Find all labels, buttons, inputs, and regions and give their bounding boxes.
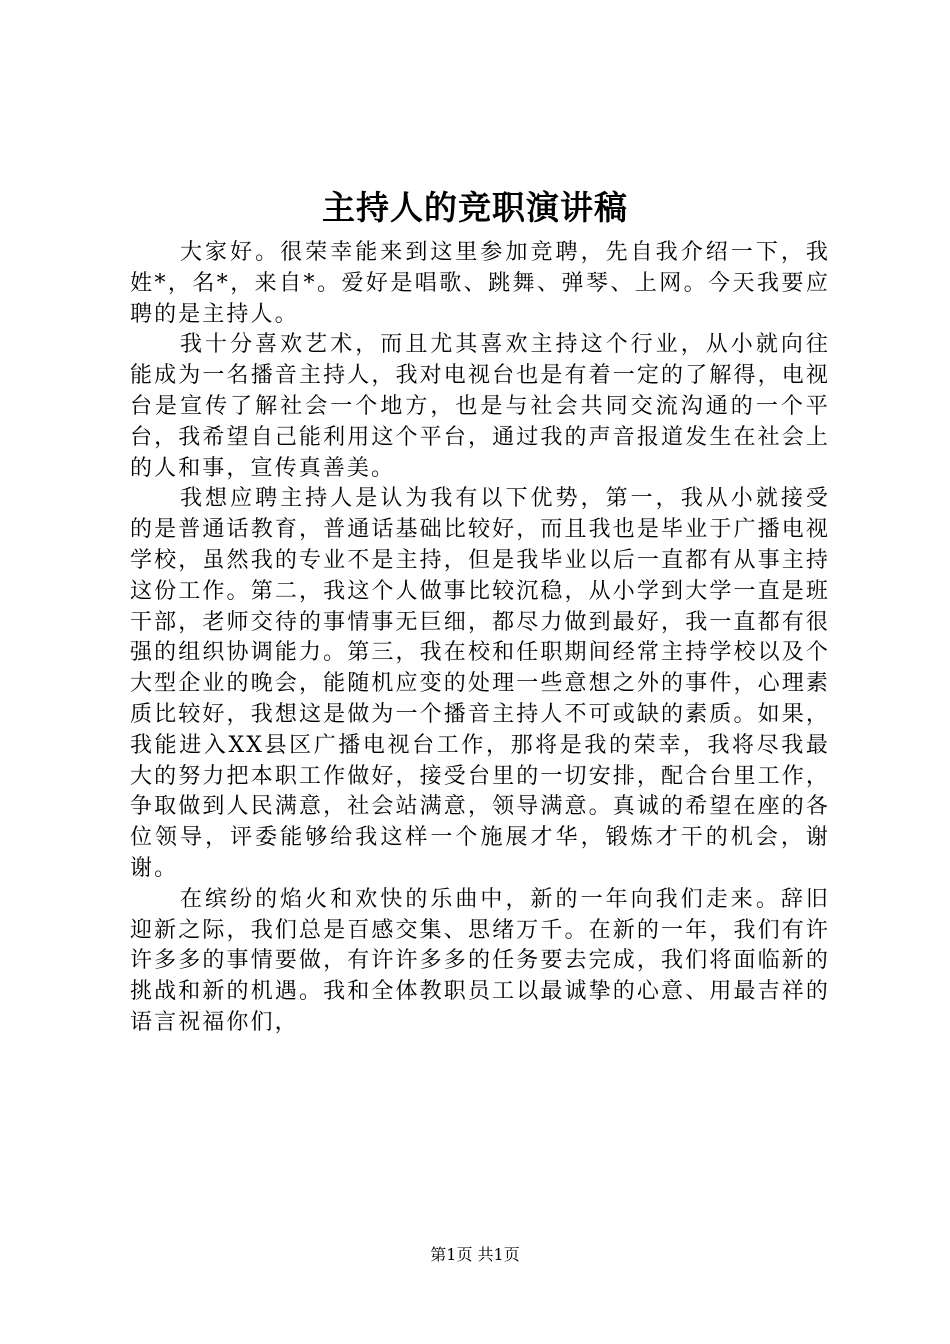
document-title: 主持人的竞职演讲稿 [322, 188, 628, 227]
document-body [130, 238, 830, 1039]
page-number-footer: 第1页 共1页 [430, 1245, 520, 1264]
paragraph-advantages: 我想应聘主持人是认为我有以下优势，第一，我从小就接受的是普通话教育，普通话基础比较好，而且我也是毕业于广播电视学校，虽然我的专业不是主持，但是我毕业以后一直都有从事主持这份工作。第二，我这个人做事比较沉稳，从小学到大学一直是班干部，老师交待的事情事无巨细，都尽力做到最好，我一直都有很强的组织协调能力。第三，我在校和任职期间经常主持学校以及个大型企业的晚会，能随机应变的处理一些意想之外的事件，心理素质比较好，我想这是做为一个播音主持人不可或缺的素质。如果，我能进入XX县区广播电视台工作，那将是我的荣幸，我将尽我最大的努力把本职工作做好，接受台里的一切安排，配合台里工作，争取做到人民满意，社会站满意，领导满意。真诚的希望在座的各位领导，评委能够给我这样一个施展才华，锻炼才干的机会，谢谢。 [130, 486, 830, 881]
paragraph-intro: 大家好。很荣幸能来到这里参加竞聘，先自我介绍一下，我姓*，名*，来自*。爱好是唱歌、跳舞、弹琴、上网。今天我要应聘的是主持人。 [130, 240, 830, 327]
paragraph-interest: 我十分喜欢艺术，而且尤其喜欢主持这个行业，从小就向往能成为一名播音主持人，我对电视台也是有着一定的了解得，电视台是宣传了解社会一个地方，也是与社会共同交流沟通的一个平台，我希望自己能利用这个平台，通过我的声音报道发生在社会上的人和事，宣传真善美。 [130, 332, 830, 481]
paragraph-new-year: 在缤纷的焰火和欢快的乐曲中，新的一年向我们走来。辞旧迎新之际，我们总是百感交集、思绪万千。在新的一年，我们有许许多多的事情要做，有许许多多的任务要去完成，我们将面临新的挑战和新的机遇。我和全体教职员工以最诚挚的心意、用最吉祥的语言祝福你们， [130, 886, 830, 1035]
